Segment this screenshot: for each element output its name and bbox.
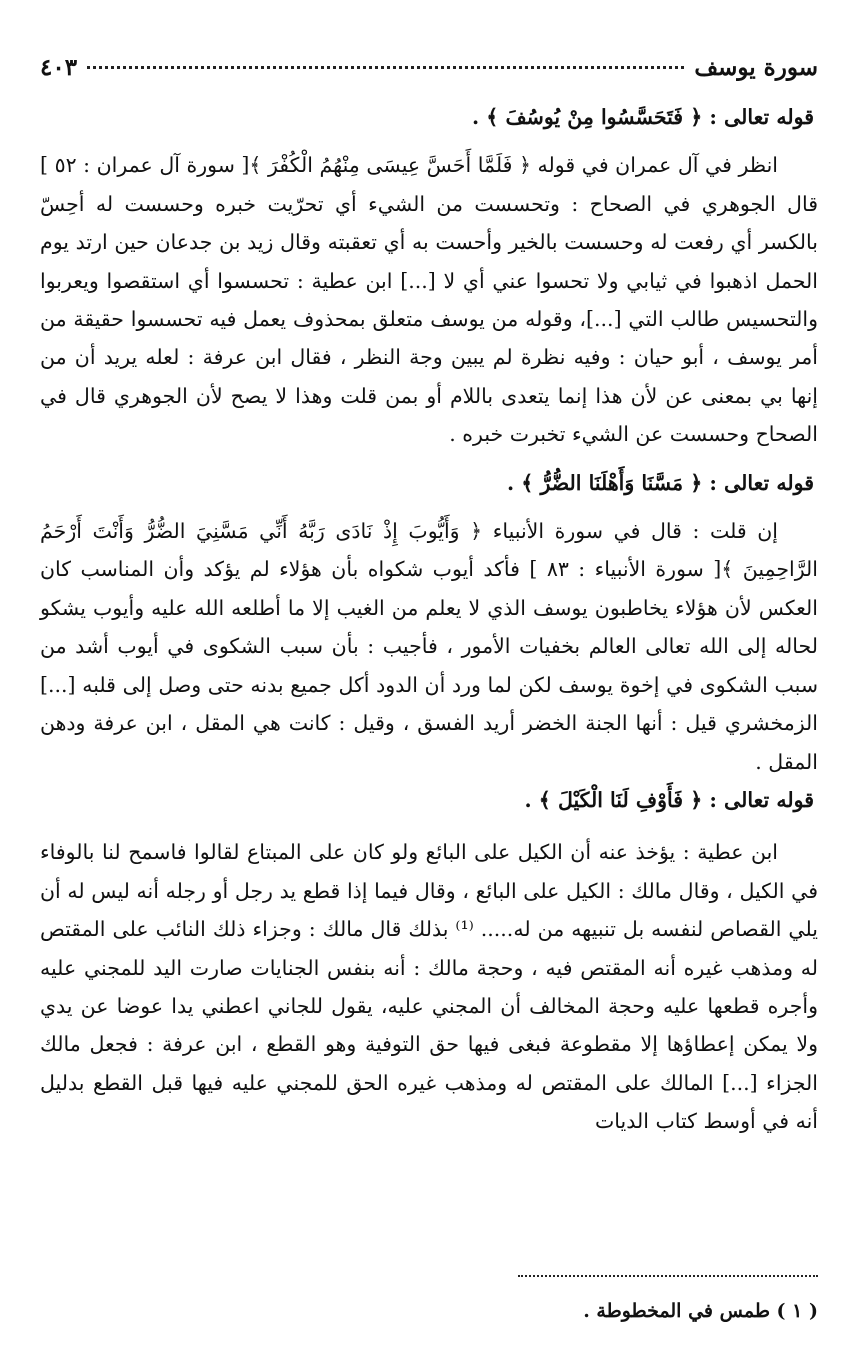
paragraph-1: انظر في آل عمران في قوله ﴿ فَلَمَّا أَحَسَّ عِيسَى مِنْهُمُ الْكُفْرَ ﴾[ سورة آل عمران : ٥٢ ] قال الجوهري في الصحاح : وتحسست من الشيء أي تحرّيت خبره وحسست له أحِسّ بالكسر أي رفعت له وحسست بالخير وأحست به أي تعقبته وقال زيد بن جدعان حين ارتد يوم الحمل اذهبوا في ثيابي ولا تحسوا عني أي لا [...] ابن عطية : تحسسوا أي استقصوا ويعربوا والتحسيس طالب التي [...]، وقوله من يوسف متعلق بمحذوف يعمل فيه تحسسوا حقيقة من أمر يوسف ، أبو حيان : وفيه نظرة لم يبين وجة النظر ، فقال ابن عرفة : لعله يريد أن من إنها بي بمعنى عن لأن هذا إنما يتعدى باللام أو بمن قلت وهذا لا يصح لأن الجوهري قال في الصحاح وحسست عن الشيء تخبرت خبره . [40, 153, 818, 447]
verse-heading-3: قوله تعالى : ﴿ فَأَوْفِ لَنَا الْكَيْلَ ﴾ . [524, 787, 814, 812]
surah-title: سورة يوسف [694, 54, 818, 81]
verse-heading-2: قوله تعالى : ﴿ مَسَّنَا وَأَهْلَنَا الضُّرُّ ﴾ . [507, 470, 814, 495]
footnote: ( ١ ) طمس في المخطوطة . [583, 1300, 818, 1322]
footnote-separator [518, 1275, 818, 1277]
paragraph-3: ابن عطية : يؤخذ عنه أن الكيل على البائع ولو كان على المبتاع لقالوا فاسمح لنا بالوفاء في الكيل ، وقال مالك : الكيل على البائع ، وقال فيما إذا قطع يد رجل أو رجله أنه ليس له أن يلي القصاص لنفسه بل تنبيهه من له..... ⁽¹⁾ بذلك قال مالك : وجزاء ذلك النائب على المقتص له ومذهب غيره أنه المقتص فيه ، وحجة مالك : أنه بنفس الجنايات صارت اليد للمجني عليه وأجره قطعها عليه وحجة المخالف أن المجني عليه، يقول للجاني اعطني يدا عوضا عن يدي ولا يمكن إعطاؤها إلا مقطوعة فبغى فيها حق التوفية وهو القطع ، ابن عرفة : فجعل مالك الجزاء [...] المالك على المقتص له ومذهب غيره الحق للمجني عليه فيها قبل القطع بدليل أنه في أوسط كتاب الديات [40, 840, 818, 1134]
verse-heading-1: قوله تعالى : ﴿ فَتَحَسَّسُوا مِنْ يُوسُفَ ﴾ . [472, 105, 814, 129]
page-number: ٤٠٣ [40, 54, 78, 81]
page-header [40, 54, 818, 98]
page-body [40, 98, 818, 1141]
header-dotted-leader [87, 66, 684, 69]
paragraph-2: إن قلت : قال في سورة الأنبياء ﴿ وَأَيُّوبَ إِذْ نَادَى رَبَّهُ أَنِّي مَسَّنِيَ الضُّرُّ وَأَنْتَ أَرْحَمُ الرَّاحِمِينَ ﴾[ سورة الأنبياء : ٨٣ ] فأكد أيوب شكواه بأن هؤلاء لم يؤكد وأن المناسب كان العكس لأن هؤلاء يخاطبون يوسف الذي لا يعلم من الغيب إلا ما أطلعه الله عليه وأيوب يشكو لحاله إلى الله تعالى العالم بخفيات الأمور ، فأجيب : بأن سبب الشكوى في أيوب أشد من سبب الشكوى في إخوة يوسف لكن لما ورد أن الدود أكل جميع بدنه حتى وصل إلى قلبه [...] الزمخشري قيل : أنها الجنة الخضر أريد الفسق ، وقيل : كانت هي المقل ، ابن عرفة ودهن المقل . [40, 519, 818, 774]
